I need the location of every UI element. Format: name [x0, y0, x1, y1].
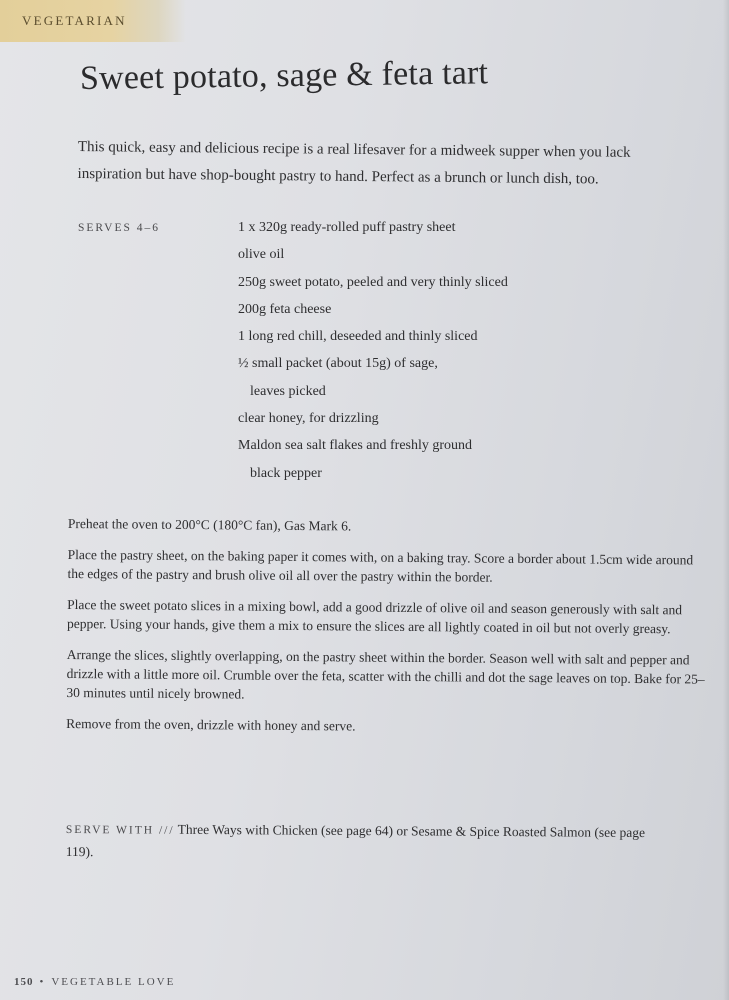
ingredient-item: clear honey, for drizzling	[238, 411, 379, 427]
ingredient-item: 250g sweet potato, peeled and very thinly sliced	[238, 274, 508, 290]
recipe-title: Sweet potato, sage & feta tart	[79, 54, 489, 97]
ingredients-list	[238, 214, 578, 487]
ingredient-item: 1 long red chill, deseeded and thinly sliced	[238, 329, 478, 345]
serves-label: SERVES 4–6	[78, 222, 161, 234]
method-step: Remove from the oven, drizzle with honey and serve.	[66, 715, 356, 734]
book-section: VEGETABLE LOVE	[51, 976, 176, 988]
ingredient-item-continued: leaves picked	[250, 383, 326, 399]
method-step: Preheat the oven to 200°C (180°C fan), Gas Mark 6.	[67, 515, 352, 534]
method-step: Place the sweet potato slices in a mixing bowl, add a good drizzle of olive oil and season generously with salt and pepper. Using your hands, give them a mix to ensure the slices are all lightly coated in oil but not overly greasy.	[66, 596, 683, 637]
page-footer	[14, 976, 175, 988]
category-label: VEGETARIAN	[22, 13, 127, 28]
serve-with-label: SERVE WITH ///	[65, 823, 175, 837]
serve-with-text: Three Ways with Chicken (see page 64) or Sesame & Spice Roasted Salmon (see page 119).	[65, 821, 646, 860]
method-step: Place the pastry sheet, on the baking paper it comes with, on a baking tray. Score a border about 1.5cm wide around the edges of the pastry and brush olive oil all over the pastry within the border.	[67, 546, 694, 585]
ingredient-item: Maldon sea salt flakes and freshly ground	[238, 438, 473, 454]
ingredient-item-continued: black pepper	[250, 465, 322, 481]
page-number: 150	[14, 976, 34, 988]
ingredient-item: 200g feta cheese	[238, 301, 332, 317]
ingredient-item: olive oil	[238, 247, 285, 263]
ingredient-item: 1 x 320g ready-rolled puff pastry sheet	[238, 220, 456, 235]
ingredient-item: ½ small packet (about 15g) of sage,	[238, 356, 438, 372]
footer-bullet: •	[39, 976, 46, 988]
method-steps	[66, 514, 708, 751]
category-tab	[0, 0, 186, 42]
method-step: Arrange the slices, slightly overlapping, on the pastry sheet within the border. Season well with salt and pepper and drizzle with a little more oil. Crumble over the feta, scatter with the chilli and dot the sage leaves on top. Bake for 25–30 minutes until nicely browned.	[66, 646, 705, 702]
serve-with-note	[66, 818, 666, 866]
recipe-intro: This quick, easy and delicious recipe is a real lifesaver for a midweek supper when you lack inspiration but have shop-bought pastry to hand. Perfect as a brunch or lunch dish, too.	[77, 138, 631, 188]
